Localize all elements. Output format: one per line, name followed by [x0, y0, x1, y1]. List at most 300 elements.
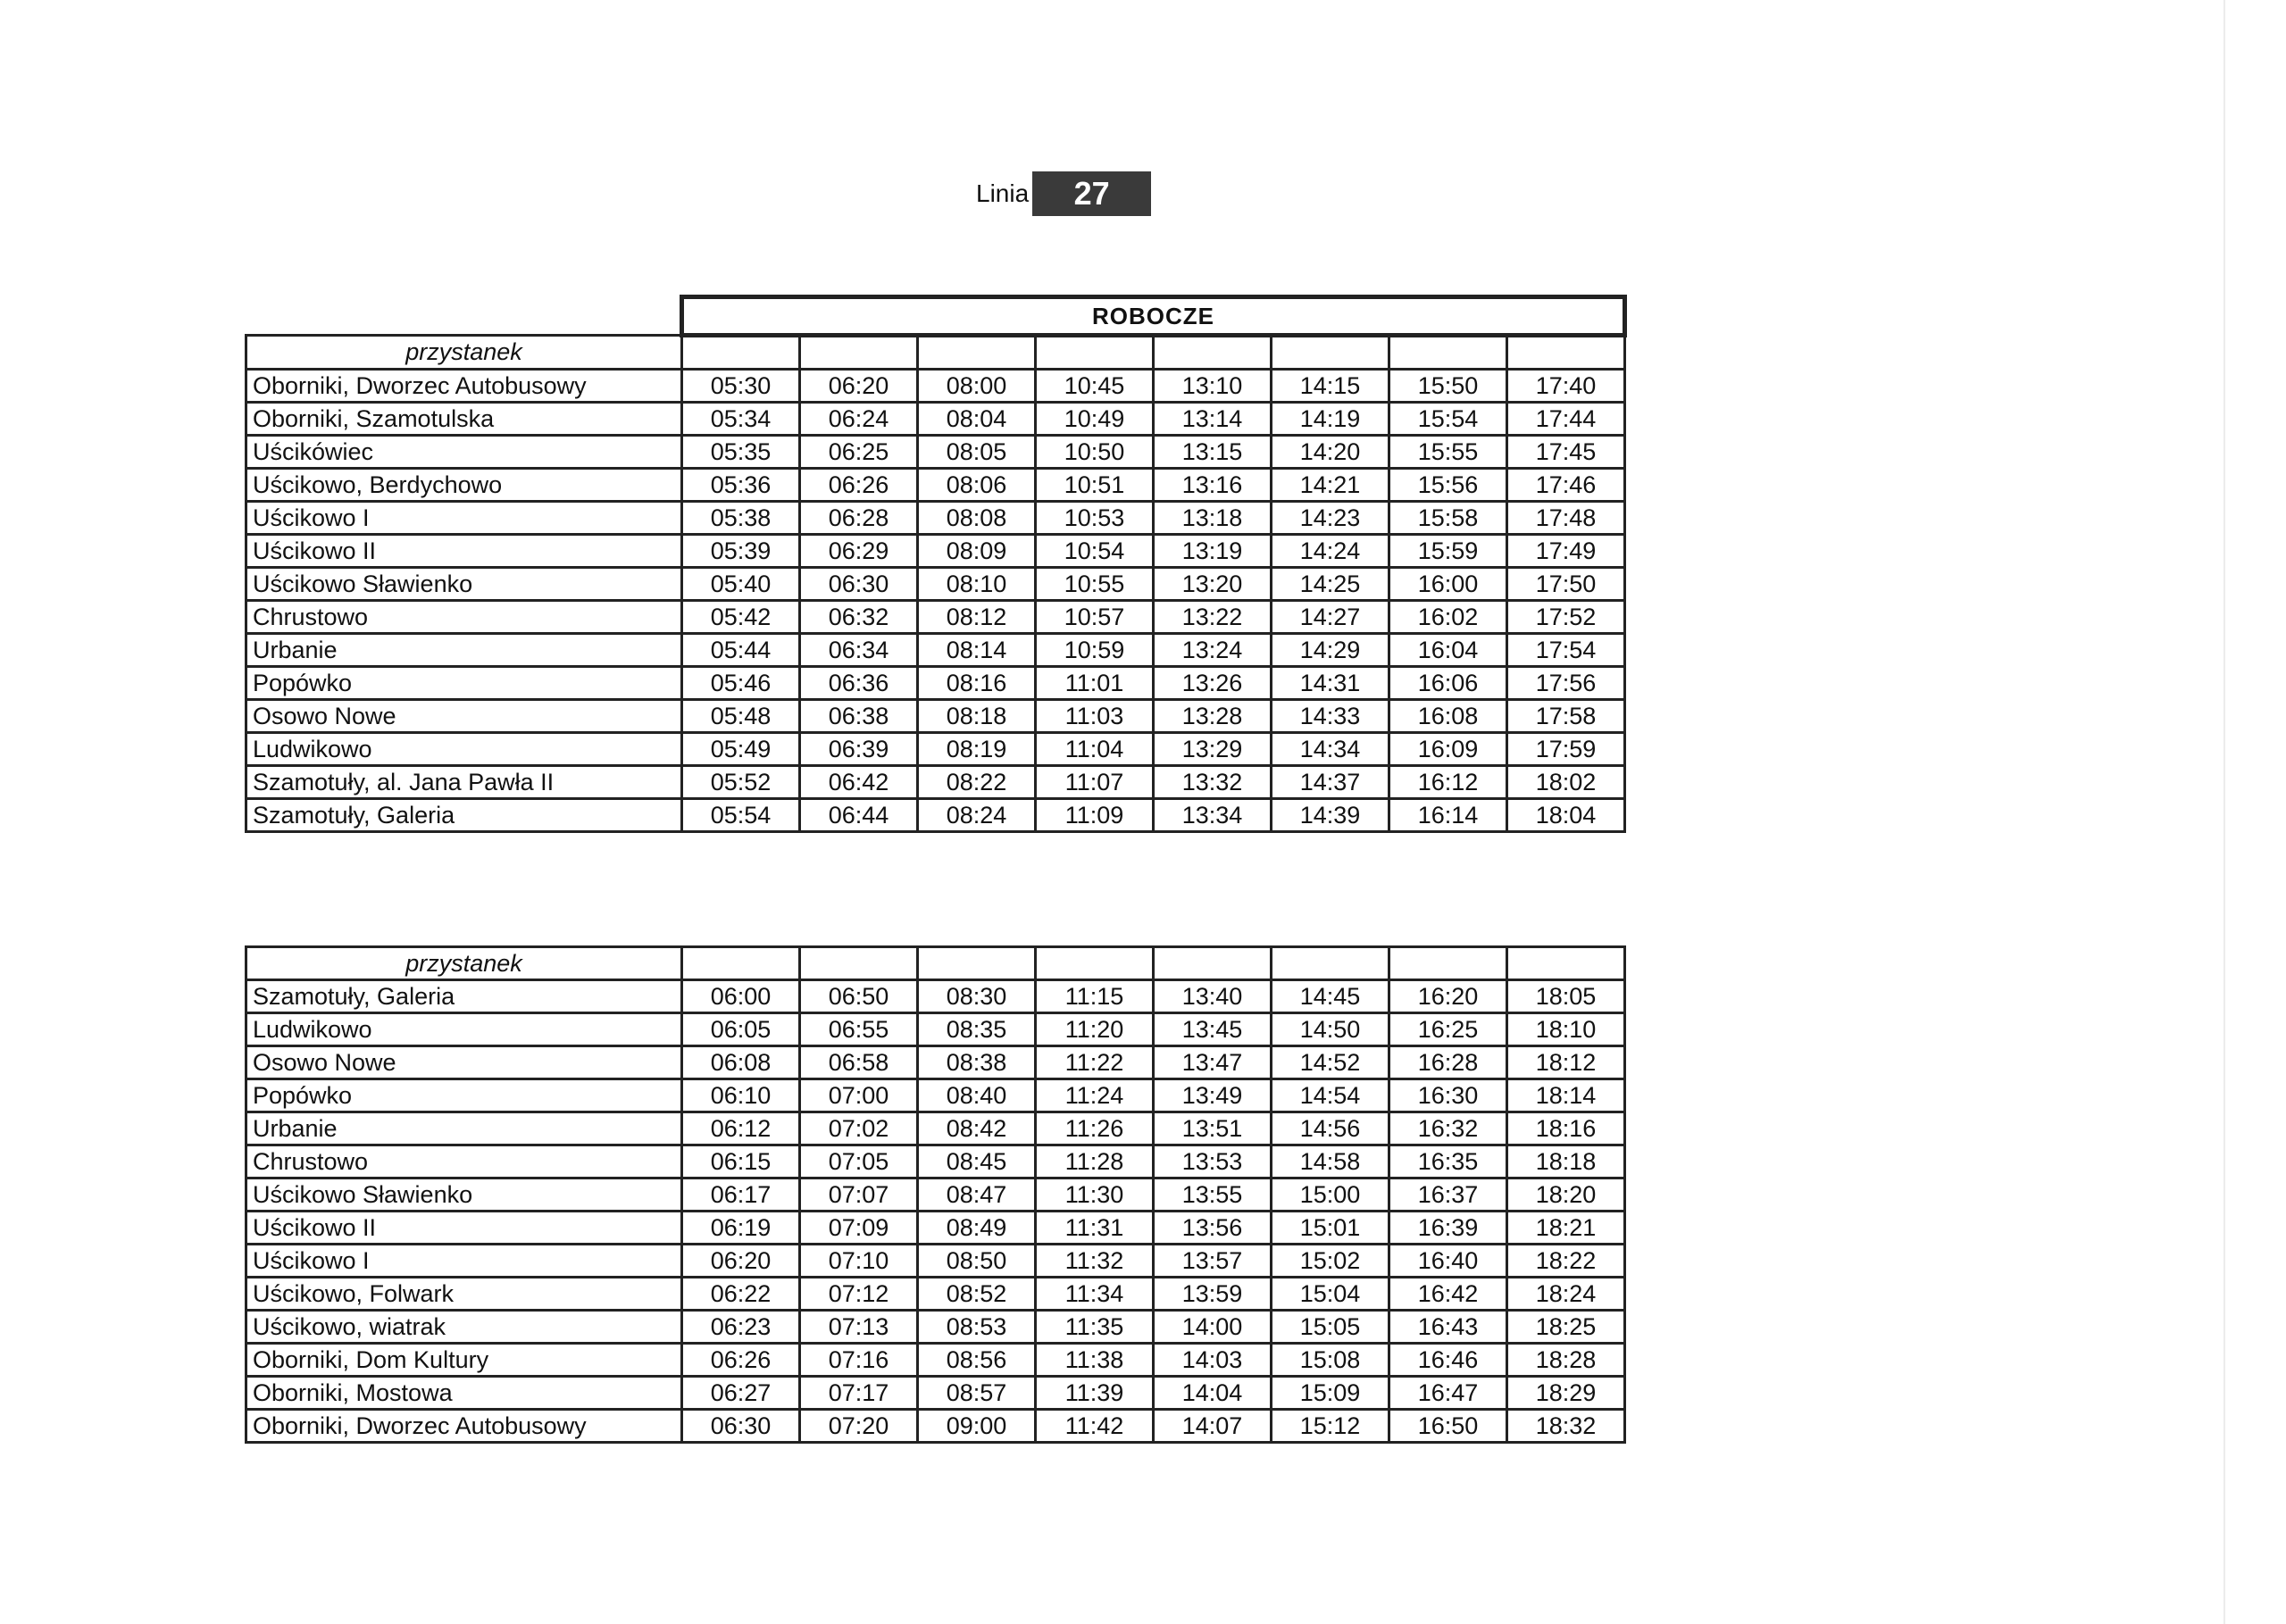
departure-time: 14:58: [1272, 1145, 1389, 1178]
line-number-badge: 27: [1032, 171, 1151, 216]
table-row: [246, 980, 1625, 1013]
departure-time: 13:16: [1154, 469, 1272, 502]
departure-time: 07:02: [800, 1112, 918, 1145]
departure-column-header: [1507, 336, 1625, 370]
linia-label: Linia: [976, 179, 1030, 207]
departure-time: 13:20: [1154, 568, 1272, 601]
departure-time: 11:01: [1036, 667, 1154, 700]
stop-name: Chrustowo: [246, 601, 682, 634]
departure-time: 17:50: [1507, 568, 1625, 601]
departure-time: 14:34: [1272, 733, 1389, 766]
departure-time: 05:42: [682, 601, 800, 634]
stop-name: Popówko: [246, 1079, 682, 1112]
departure-time: 18:32: [1507, 1410, 1625, 1443]
stop-name: Popówko: [246, 667, 682, 700]
departure-time: 10:45: [1036, 370, 1154, 403]
table-row: [246, 1178, 1625, 1212]
departure-time: 06:58: [800, 1046, 918, 1079]
departure-time: 18:02: [1507, 766, 1625, 799]
departure-time: 06:05: [682, 1013, 800, 1046]
departure-time: 06:17: [682, 1178, 800, 1212]
departure-time: 08:16: [918, 667, 1036, 700]
departure-time: 05:39: [682, 535, 800, 568]
table-row: [246, 1079, 1625, 1112]
departure-time: 18:18: [1507, 1145, 1625, 1178]
departure-time: 06:36: [800, 667, 918, 700]
departure-time: 15:00: [1272, 1178, 1389, 1212]
departure-time: 06:19: [682, 1212, 800, 1245]
table-row: [246, 535, 1625, 568]
departure-time: 05:52: [682, 766, 800, 799]
stop-name: Szamotuły, Galeria: [246, 980, 682, 1013]
departure-time: 15:55: [1389, 436, 1507, 469]
departure-time: 13:51: [1154, 1112, 1272, 1145]
departure-time: 16:37: [1389, 1178, 1507, 1212]
departure-time: 08:42: [918, 1112, 1036, 1145]
departure-time: 10:54: [1036, 535, 1154, 568]
departure-time: 06:00: [682, 980, 800, 1013]
departure-time: 14:23: [1272, 502, 1389, 535]
stop-name: Szamotuły, al. Jana Pawła II: [246, 766, 682, 799]
departure-column-header: [1507, 947, 1625, 980]
stop-name: Uścikowo, Folwark: [246, 1278, 682, 1311]
departure-time: 13:29: [1154, 733, 1272, 766]
departure-time: 11:20: [1036, 1013, 1154, 1046]
stop-name: Osowo Nowe: [246, 700, 682, 733]
departure-column-header: [1154, 947, 1272, 980]
departure-time: 06:55: [800, 1013, 918, 1046]
departure-time: 05:54: [682, 799, 800, 832]
stop-name: Chrustowo: [246, 1145, 682, 1178]
departure-time: 08:50: [918, 1245, 1036, 1278]
day-type-header: ROBOCZE: [682, 297, 1625, 336]
departure-time: 16:08: [1389, 700, 1507, 733]
departure-time: 15:02: [1272, 1245, 1389, 1278]
departure-time: 15:08: [1272, 1344, 1389, 1377]
departure-column-header: [1036, 947, 1154, 980]
departure-time: 11:24: [1036, 1079, 1154, 1112]
departure-time: 14:07: [1154, 1410, 1272, 1443]
departure-time: 14:03: [1154, 1344, 1272, 1377]
departure-time: 06:25: [800, 436, 918, 469]
departure-time: 13:59: [1154, 1278, 1272, 1311]
departure-time: 14:29: [1272, 634, 1389, 667]
departure-time: 11:22: [1036, 1046, 1154, 1079]
departure-time: 06:08: [682, 1046, 800, 1079]
departure-time: 16:12: [1389, 766, 1507, 799]
table-row: [246, 667, 1625, 700]
table-row: [246, 700, 1625, 733]
departure-time: 11:07: [1036, 766, 1154, 799]
departure-time: 13:34: [1154, 799, 1272, 832]
departure-time: 08:06: [918, 469, 1036, 502]
departure-time: 06:34: [800, 634, 918, 667]
departure-time: 08:19: [918, 733, 1036, 766]
departure-time: 13:49: [1154, 1079, 1272, 1112]
departure-time: 17:40: [1507, 370, 1625, 403]
departure-time: 14:31: [1272, 667, 1389, 700]
departure-column-header: [1154, 336, 1272, 370]
departure-time: 07:00: [800, 1079, 918, 1112]
departure-time: 10:49: [1036, 403, 1154, 436]
departure-time: 18:21: [1507, 1212, 1625, 1245]
departure-time: 18:12: [1507, 1046, 1625, 1079]
departure-time: 14:19: [1272, 403, 1389, 436]
stop-name: Ludwikowo: [246, 733, 682, 766]
departure-time: 06:20: [682, 1245, 800, 1278]
departure-time: 14:00: [1154, 1311, 1272, 1344]
departure-time: 07:16: [800, 1344, 918, 1377]
departure-time: 05:40: [682, 568, 800, 601]
departure-time: 08:24: [918, 799, 1036, 832]
departure-time: 11:04: [1036, 733, 1154, 766]
departure-time: 06:30: [800, 568, 918, 601]
departure-time: 17:44: [1507, 403, 1625, 436]
departure-time: 13:19: [1154, 535, 1272, 568]
table-row: [246, 1410, 1625, 1443]
departure-time: 11:09: [1036, 799, 1154, 832]
departure-time: 16:42: [1389, 1278, 1507, 1311]
departure-time: 08:45: [918, 1145, 1036, 1178]
table-row: [246, 1046, 1625, 1079]
departure-time: 14:20: [1272, 436, 1389, 469]
departure-time: 18:28: [1507, 1344, 1625, 1377]
departure-time: 13:22: [1154, 601, 1272, 634]
departure-time: 18:16: [1507, 1112, 1625, 1145]
departure-time: 07:09: [800, 1212, 918, 1245]
stop-name: Uścikowo II: [246, 1212, 682, 1245]
departure-time: 05:36: [682, 469, 800, 502]
stop-name: Oborniki, Dworzec Autobusowy: [246, 1410, 682, 1443]
departure-time: 08:05: [918, 436, 1036, 469]
stop-column-header: przystanek: [246, 336, 682, 370]
departure-time: 16:39: [1389, 1212, 1507, 1245]
departure-column-header: [1272, 336, 1389, 370]
departure-time: 16:06: [1389, 667, 1507, 700]
table-row: [246, 1212, 1625, 1245]
departure-time: 08:30: [918, 980, 1036, 1013]
departure-time: 16:25: [1389, 1013, 1507, 1046]
departure-time: 06:30: [682, 1410, 800, 1443]
departure-time: 13:26: [1154, 667, 1272, 700]
departure-time: 06:23: [682, 1311, 800, 1344]
departure-time: 15:04: [1272, 1278, 1389, 1311]
departure-time: 18:25: [1507, 1311, 1625, 1344]
table-row: [246, 469, 1625, 502]
departure-time: 15:59: [1389, 535, 1507, 568]
departure-time: 18:05: [1507, 980, 1625, 1013]
table-row: [246, 1245, 1625, 1278]
table-row: [246, 370, 1625, 403]
departure-time: 06:29: [800, 535, 918, 568]
table-row: [246, 568, 1625, 601]
departure-time: 18:22: [1507, 1245, 1625, 1278]
departure-time: 08:53: [918, 1311, 1036, 1344]
departure-time: 13:53: [1154, 1145, 1272, 1178]
departure-time: 17:52: [1507, 601, 1625, 634]
stop-name: Uścikowo I: [246, 1245, 682, 1278]
stop-name: Uścikówiec: [246, 436, 682, 469]
departure-time: 18:14: [1507, 1079, 1625, 1112]
column-header-row: [246, 947, 1625, 980]
stop-name: Oborniki, Szamotulska: [246, 403, 682, 436]
departure-time: 17:45: [1507, 436, 1625, 469]
departure-time: 17:58: [1507, 700, 1625, 733]
table-row: [246, 733, 1625, 766]
departure-time: 16:20: [1389, 980, 1507, 1013]
departure-time: 14:52: [1272, 1046, 1389, 1079]
departure-time: 14:45: [1272, 980, 1389, 1013]
departure-time: 14:25: [1272, 568, 1389, 601]
departure-time: 13:57: [1154, 1245, 1272, 1278]
departure-time: 15:50: [1389, 370, 1507, 403]
departure-time: 06:10: [682, 1079, 800, 1112]
departure-column-header: [918, 336, 1036, 370]
departure-time: 16:02: [1389, 601, 1507, 634]
departure-time: 13:40: [1154, 980, 1272, 1013]
departure-time: 11:31: [1036, 1212, 1154, 1245]
departure-time: 13:45: [1154, 1013, 1272, 1046]
table-row: [246, 436, 1625, 469]
departure-time: 05:46: [682, 667, 800, 700]
departure-time: 14:56: [1272, 1112, 1389, 1145]
departure-time: 11:34: [1036, 1278, 1154, 1311]
departure-time: 16:40: [1389, 1245, 1507, 1278]
departure-time: 16:32: [1389, 1112, 1507, 1145]
departure-time: 07:13: [800, 1311, 918, 1344]
departure-time: 18:10: [1507, 1013, 1625, 1046]
departure-time: 07:20: [800, 1410, 918, 1443]
departure-time: 14:54: [1272, 1079, 1389, 1112]
departure-time: 18:24: [1507, 1278, 1625, 1311]
table-row: [246, 601, 1625, 634]
departure-time: 09:00: [918, 1410, 1036, 1443]
departure-time: 06:50: [800, 980, 918, 1013]
stop-name: Uścikowo Sławienko: [246, 568, 682, 601]
departure-time: 17:46: [1507, 469, 1625, 502]
departure-time: 13:15: [1154, 436, 1272, 469]
departure-time: 07:12: [800, 1278, 918, 1311]
departure-time: 16:04: [1389, 634, 1507, 667]
departure-time: 14:15: [1272, 370, 1389, 403]
departure-time: 08:38: [918, 1046, 1036, 1079]
departure-time: 06:22: [682, 1278, 800, 1311]
departure-time: 08:04: [918, 403, 1036, 436]
departure-time: 06:38: [800, 700, 918, 733]
departure-time: 06:39: [800, 733, 918, 766]
departure-time: 13:18: [1154, 502, 1272, 535]
departure-time: 06:27: [682, 1377, 800, 1410]
stop-name: Uścikowo I: [246, 502, 682, 535]
departure-time: 06:24: [800, 403, 918, 436]
departure-time: 16:50: [1389, 1410, 1507, 1443]
departure-time: 11:42: [1036, 1410, 1154, 1443]
departure-time: 05:38: [682, 502, 800, 535]
departure-time: 06:26: [682, 1344, 800, 1377]
stop-name: Oborniki, Dworzec Autobusowy: [246, 370, 682, 403]
departure-time: 08:09: [918, 535, 1036, 568]
departure-time: 08:35: [918, 1013, 1036, 1046]
departure-time: 10:53: [1036, 502, 1154, 535]
departure-time: 08:08: [918, 502, 1036, 535]
table-row: [246, 1377, 1625, 1410]
departure-time: 10:51: [1036, 469, 1154, 502]
departure-time: 08:22: [918, 766, 1036, 799]
departure-time: 08:52: [918, 1278, 1036, 1311]
departure-time: 07:07: [800, 1178, 918, 1212]
departure-time: 13:28: [1154, 700, 1272, 733]
departure-time: 16:30: [1389, 1079, 1507, 1112]
departure-time: 14:21: [1272, 469, 1389, 502]
departure-time: 15:05: [1272, 1311, 1389, 1344]
departure-time: 06:32: [800, 601, 918, 634]
stop-column-header: przystanek: [246, 947, 682, 980]
departure-time: 11:28: [1036, 1145, 1154, 1178]
departure-time: 16:00: [1389, 568, 1507, 601]
departure-time: 13:32: [1154, 766, 1272, 799]
departure-time: 06:28: [800, 502, 918, 535]
departure-time: 16:09: [1389, 733, 1507, 766]
table-row: [246, 502, 1625, 535]
departure-time: 15:01: [1272, 1212, 1389, 1245]
departure-time: 08:40: [918, 1079, 1036, 1112]
departure-time: 08:47: [918, 1178, 1036, 1212]
group-header-row: [246, 297, 1625, 336]
departure-time: 08:12: [918, 601, 1036, 634]
page-edge-line: [2223, 0, 2225, 1624]
departure-time: 17:48: [1507, 502, 1625, 535]
departure-column-header: [800, 336, 918, 370]
departure-column-header: [918, 947, 1036, 980]
departure-time: 14:27: [1272, 601, 1389, 634]
timetable-outbound: [245, 295, 1627, 833]
departure-time: 10:55: [1036, 568, 1154, 601]
departure-time: 06:15: [682, 1145, 800, 1178]
departure-time: 11:39: [1036, 1377, 1154, 1410]
departure-time: 16:47: [1389, 1377, 1507, 1410]
departure-time: 14:39: [1272, 799, 1389, 832]
departure-time: 08:57: [918, 1377, 1036, 1410]
departure-time: 08:10: [918, 568, 1036, 601]
departure-time: 06:26: [800, 469, 918, 502]
stop-name: Szamotuły, Galeria: [246, 799, 682, 832]
departure-time: 06:42: [800, 766, 918, 799]
departure-time: 14:24: [1272, 535, 1389, 568]
departure-time: 15:09: [1272, 1377, 1389, 1410]
stop-name: Oborniki, Mostowa: [246, 1377, 682, 1410]
departure-time: 08:49: [918, 1212, 1036, 1245]
table-row: [246, 1145, 1625, 1178]
departure-time: 11:03: [1036, 700, 1154, 733]
departure-time: 17:56: [1507, 667, 1625, 700]
departure-time: 15:58: [1389, 502, 1507, 535]
departure-time: 07:10: [800, 1245, 918, 1278]
departure-time: 05:35: [682, 436, 800, 469]
departure-time: 11:26: [1036, 1112, 1154, 1145]
departure-time: 14:37: [1272, 766, 1389, 799]
departure-time: 05:44: [682, 634, 800, 667]
departure-time: 07:05: [800, 1145, 918, 1178]
stop-name: Ludwikowo: [246, 1013, 682, 1046]
departure-column-header: [682, 947, 800, 980]
departure-column-header: [1389, 336, 1507, 370]
departure-time: 11:35: [1036, 1311, 1154, 1344]
departure-time: 05:48: [682, 700, 800, 733]
departure-time: 11:30: [1036, 1178, 1154, 1212]
line-header: [976, 171, 1151, 216]
departure-time: 15:54: [1389, 403, 1507, 436]
departure-time: 05:34: [682, 403, 800, 436]
departure-time: 10:57: [1036, 601, 1154, 634]
departure-column-header: [800, 947, 918, 980]
departure-time: 17:59: [1507, 733, 1625, 766]
departure-time: 13:24: [1154, 634, 1272, 667]
table-row: [246, 1311, 1625, 1344]
departure-column-header: [1272, 947, 1389, 980]
table-row: [246, 1112, 1625, 1145]
departure-time: 14:04: [1154, 1377, 1272, 1410]
departure-time: 18:20: [1507, 1178, 1625, 1212]
departure-time: 05:49: [682, 733, 800, 766]
stop-name: Oborniki, Dom Kultury: [246, 1344, 682, 1377]
timetable-return-body: [246, 947, 1625, 1443]
departure-column-header: [682, 336, 800, 370]
departure-time: 06:12: [682, 1112, 800, 1145]
stop-name: Osowo Nowe: [246, 1046, 682, 1079]
departure-time: 18:04: [1507, 799, 1625, 832]
departure-time: 08:18: [918, 700, 1036, 733]
departure-time: 11:38: [1036, 1344, 1154, 1377]
departure-time: 14:50: [1272, 1013, 1389, 1046]
departure-time: 13:56: [1154, 1212, 1272, 1245]
departure-time: 05:30: [682, 370, 800, 403]
departure-time: 13:47: [1154, 1046, 1272, 1079]
table-row: [246, 1344, 1625, 1377]
departure-time: 06:20: [800, 370, 918, 403]
departure-time: 11:32: [1036, 1245, 1154, 1278]
blank-cell: [246, 297, 682, 336]
timetable-outbound-body: [246, 297, 1625, 832]
departure-time: 15:56: [1389, 469, 1507, 502]
departure-time: 11:15: [1036, 980, 1154, 1013]
stop-name: Uścikowo Sławienko: [246, 1178, 682, 1212]
stop-name: Uścikowo, wiatrak: [246, 1311, 682, 1344]
departure-time: 17:54: [1507, 634, 1625, 667]
departure-time: 07:17: [800, 1377, 918, 1410]
column-header-row: [246, 336, 1625, 370]
departure-time: 13:10: [1154, 370, 1272, 403]
departure-time: 17:49: [1507, 535, 1625, 568]
departure-time: 14:33: [1272, 700, 1389, 733]
stop-name: Uścikowo, Berdychowo: [246, 469, 682, 502]
table-row: [246, 403, 1625, 436]
stop-name: Uścikowo II: [246, 535, 682, 568]
stop-name: Urbanie: [246, 1112, 682, 1145]
departure-column-header: [1036, 336, 1154, 370]
departure-time: 16:28: [1389, 1046, 1507, 1079]
departure-time: 10:50: [1036, 436, 1154, 469]
departure-time: 15:12: [1272, 1410, 1389, 1443]
departure-time: 16:14: [1389, 799, 1507, 832]
departure-time: 16:43: [1389, 1311, 1507, 1344]
departure-time: 13:14: [1154, 403, 1272, 436]
departure-time: 13:55: [1154, 1178, 1272, 1212]
timetable-return: [245, 945, 1626, 1444]
table-row: [246, 1278, 1625, 1311]
departure-time: 08:14: [918, 634, 1036, 667]
departure-time: 18:29: [1507, 1377, 1625, 1410]
departure-time: 06:44: [800, 799, 918, 832]
